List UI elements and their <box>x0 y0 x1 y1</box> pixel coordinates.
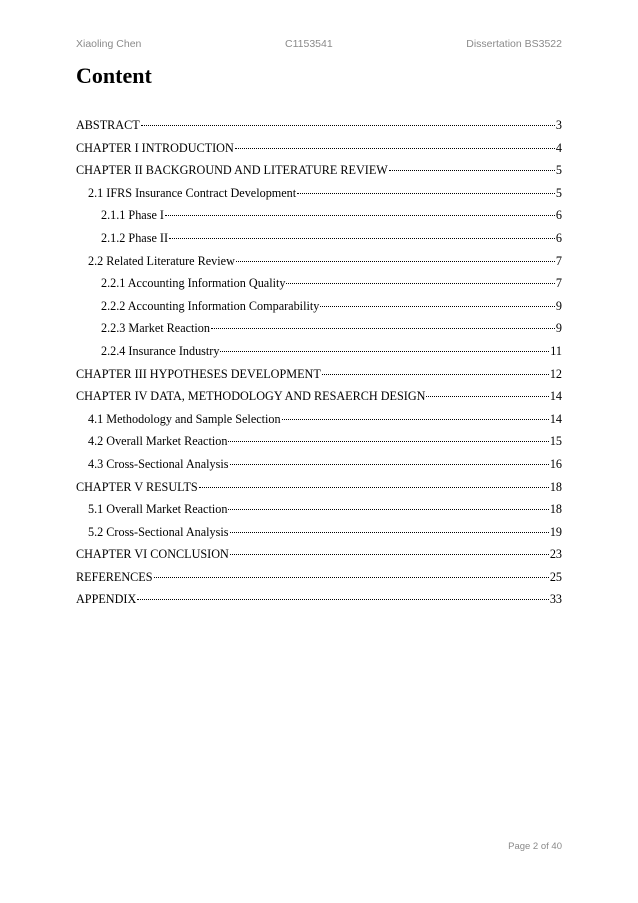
toc-entry-label: ABSTRACT <box>76 118 140 132</box>
toc-dot-leader <box>165 215 555 216</box>
toc-entry-page-number: 11 <box>550 343 562 358</box>
toc-entry[interactable] <box>76 434 562 457</box>
toc-entry-page-number: 3 <box>555 118 562 132</box>
page-title: Content <box>76 63 152 88</box>
toc-dot-leader <box>236 261 555 262</box>
toc-entry-page-number: 4 <box>555 140 562 155</box>
toc-entry-label: 2.1.1 Phase I <box>101 208 164 223</box>
toc-entry-label: 5.2 Cross-Sectional Analysis <box>88 524 229 539</box>
toc-entry-label: REFERENCES <box>76 569 153 584</box>
toc-entry-label: CHAPTER V RESULTS <box>76 479 198 494</box>
header-author: Xiaoling Chen <box>76 38 142 50</box>
toc-dot-leader <box>169 238 555 239</box>
toc-entry-label: CHAPTER I INTRODUCTION <box>76 140 234 155</box>
toc-dot-leader <box>228 509 548 510</box>
toc-entry-page-number: 16 <box>549 456 562 471</box>
toc-entry-label: 4.1 Methodology and Sample Selection <box>88 411 281 426</box>
toc-entry-label: CHAPTER II BACKGROUND AND LITERATURE REVIEW <box>76 163 388 178</box>
toc-entry-page-number: 6 <box>555 208 562 223</box>
toc-dot-leader <box>137 599 549 600</box>
toc-dot-leader <box>235 148 555 149</box>
toc-entry-page-number: 7 <box>555 276 562 291</box>
toc-entry[interactable] <box>76 118 562 141</box>
toc-dot-leader <box>389 170 555 171</box>
toc-entry-label: 4.3 Cross-Sectional Analysis <box>88 456 229 471</box>
toc-entry-label: 5.1 Overall Market Reaction <box>88 502 228 517</box>
toc-entry[interactable] <box>76 457 562 480</box>
toc-entry-page-number: 5 <box>555 185 562 200</box>
toc-entry[interactable] <box>76 208 562 231</box>
toc-entry-label: CHAPTER III HYPOTHESES DEVELOPMENT <box>76 366 321 381</box>
toc-entry[interactable] <box>76 163 562 186</box>
toc-entry-page-number: 9 <box>555 298 562 313</box>
toc-dot-leader <box>286 283 554 284</box>
toc-dot-leader <box>282 419 549 420</box>
toc-entry-label: 2.2 Related Literature Review <box>88 253 235 268</box>
toc-entry-label: CHAPTER IV DATA, METHODOLOGY AND RESAERCH DESIGN <box>76 389 426 404</box>
toc-entry[interactable] <box>76 525 562 548</box>
toc-dot-leader <box>320 306 555 307</box>
toc-entry-label: 2.2.3 Market Reaction <box>101 321 210 336</box>
toc-entry-page-number: 14 <box>549 411 562 426</box>
toc-entry-page-number: 5 <box>555 163 562 178</box>
toc-dot-leader <box>141 125 555 126</box>
toc-entry[interactable] <box>76 299 562 322</box>
toc-dot-leader <box>211 328 555 329</box>
toc-dot-leader <box>199 487 549 488</box>
toc-entry-label: CHAPTER VI CONCLUSION <box>76 547 229 562</box>
toc-entry[interactable] <box>76 480 562 503</box>
toc-entry[interactable] <box>76 344 562 367</box>
header-course: Dissertation BS3522 <box>466 38 562 50</box>
toc-entry-page-number: 23 <box>549 547 562 562</box>
header-student-id: C1153541 <box>285 38 333 50</box>
toc-entry-page-number: 7 <box>555 253 562 268</box>
toc-entry[interactable] <box>76 276 562 299</box>
toc-entry[interactable] <box>76 547 562 570</box>
toc-entry-page-number: 14 <box>549 389 562 404</box>
toc-entry[interactable] <box>76 254 562 277</box>
toc-dot-leader <box>426 396 548 397</box>
toc-entry-page-number: 6 <box>555 230 562 245</box>
toc-entry[interactable] <box>76 141 562 164</box>
table-of-contents <box>76 118 562 615</box>
toc-entry[interactable] <box>76 412 562 435</box>
toc-entry-label: 2.2.4 Insurance Industry <box>101 343 220 358</box>
toc-entry-label: 2.2.2 Accounting Information Comparability <box>101 298 320 313</box>
toc-dot-leader <box>230 464 549 465</box>
toc-entry-label: APPENDIX <box>76 592 137 607</box>
toc-entry-page-number: 19 <box>549 524 562 539</box>
toc-dot-leader <box>220 351 549 352</box>
toc-entry[interactable] <box>76 592 562 615</box>
toc-entry[interactable] <box>76 502 562 525</box>
toc-entry-label: 2.1.2 Phase II <box>101 230 169 245</box>
toc-entry-page-number: 9 <box>555 321 562 336</box>
toc-entry[interactable] <box>76 321 562 344</box>
toc-dot-leader <box>322 374 549 375</box>
toc-entry-page-number: 33 <box>549 592 562 607</box>
toc-entry-page-number: 18 <box>549 502 562 517</box>
toc-entry[interactable] <box>76 367 562 390</box>
toc-entry-label: 2.2.1 Accounting Information Quality <box>101 276 286 291</box>
page-footer: Page 2 of 40 <box>508 841 562 852</box>
toc-entry-label: 4.2 Overall Market Reaction <box>88 434 228 449</box>
toc-dot-leader <box>228 441 548 442</box>
toc-entry[interactable] <box>76 570 562 593</box>
toc-entry[interactable] <box>76 186 562 209</box>
toc-entry-page-number: 18 <box>549 479 562 494</box>
toc-dot-leader <box>154 577 549 578</box>
toc-entry-page-number: 15 <box>549 434 562 449</box>
toc-entry-page-number: 12 <box>549 366 562 381</box>
toc-entry[interactable] <box>76 389 562 412</box>
page-header <box>76 38 562 52</box>
toc-entry[interactable] <box>76 231 562 254</box>
toc-entry-page-number: 25 <box>549 569 562 584</box>
toc-entry-label: 2.1 IFRS Insurance Contract Development <box>88 185 297 200</box>
toc-dot-leader <box>297 193 555 194</box>
toc-dot-leader <box>230 554 549 555</box>
toc-dot-leader <box>230 532 549 533</box>
